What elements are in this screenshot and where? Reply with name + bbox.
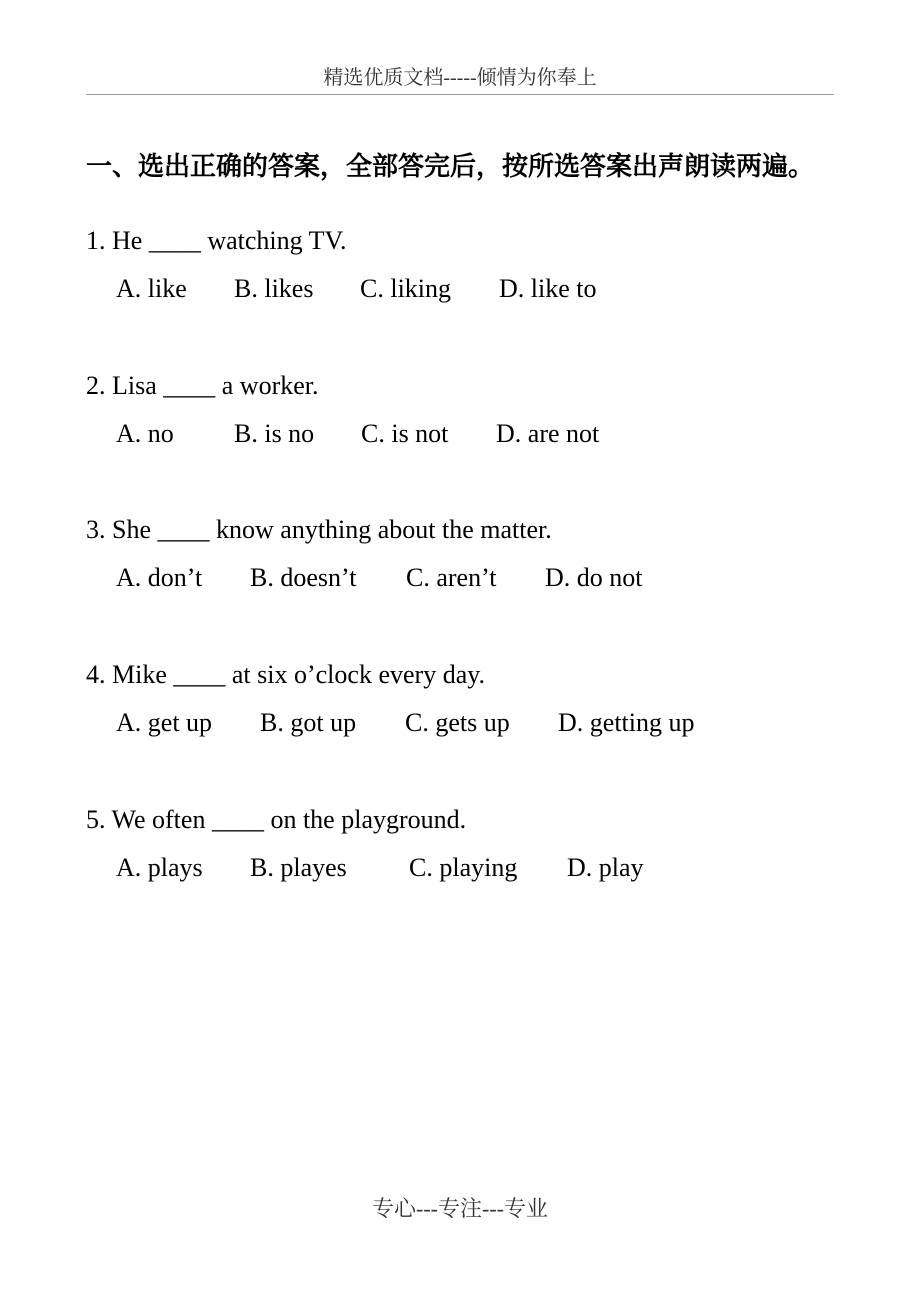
page-footer: 专心---专注---专业: [372, 1196, 548, 1221]
option-d: D. do not: [545, 563, 643, 592]
option-b: B. is no: [234, 419, 315, 448]
option-d: D. are not: [496, 419, 600, 448]
option-a: A. don’t: [116, 563, 203, 592]
question-stem: 5. We often ____ on the playground.: [86, 805, 467, 834]
question-4: [86, 658, 695, 737]
option-c: C. playing: [409, 853, 518, 882]
option-b: B. likes: [234, 274, 314, 303]
question-stem: 3. She ____ know anything about the matter.: [86, 515, 552, 544]
question-2: [86, 369, 600, 448]
option-d: D. getting up: [558, 708, 695, 737]
question-1: [86, 224, 597, 303]
option-c: C. gets up: [405, 708, 510, 737]
option-list: [116, 706, 816, 740]
option-list: [116, 851, 816, 885]
option-a: A. like: [116, 274, 187, 303]
option-c: C. is not: [361, 419, 449, 448]
question-stem: 2. Lisa ____ a worker.: [86, 371, 319, 400]
question-3: [86, 513, 643, 592]
option-c: C. aren’t: [406, 563, 497, 592]
option-b: B. got up: [260, 708, 357, 737]
header-divider: [86, 94, 834, 95]
option-a: A. no: [116, 419, 174, 448]
page-header: 精选优质文档-----倾情为你奉上: [323, 67, 597, 89]
option-b: B. doesn’t: [250, 563, 357, 592]
question-5: [86, 803, 644, 882]
section-title: 一、选出正确的答案，全部答完后，按所选答案出声朗读两遍。: [86, 152, 815, 182]
option-list: [116, 561, 816, 595]
option-d: D. play: [567, 853, 644, 882]
option-list: [116, 272, 816, 306]
option-a: A. get up: [116, 708, 213, 737]
option-d: D. like to: [499, 274, 597, 303]
question-stem: 1. He ____ watching TV.: [86, 226, 347, 255]
option-a: A. plays: [116, 853, 203, 882]
question-stem: 4. Mike ____ at six o’clock every day.: [86, 660, 486, 689]
option-b: B. playes: [250, 853, 347, 882]
option-list: [116, 417, 816, 451]
option-c: C. liking: [360, 274, 452, 303]
